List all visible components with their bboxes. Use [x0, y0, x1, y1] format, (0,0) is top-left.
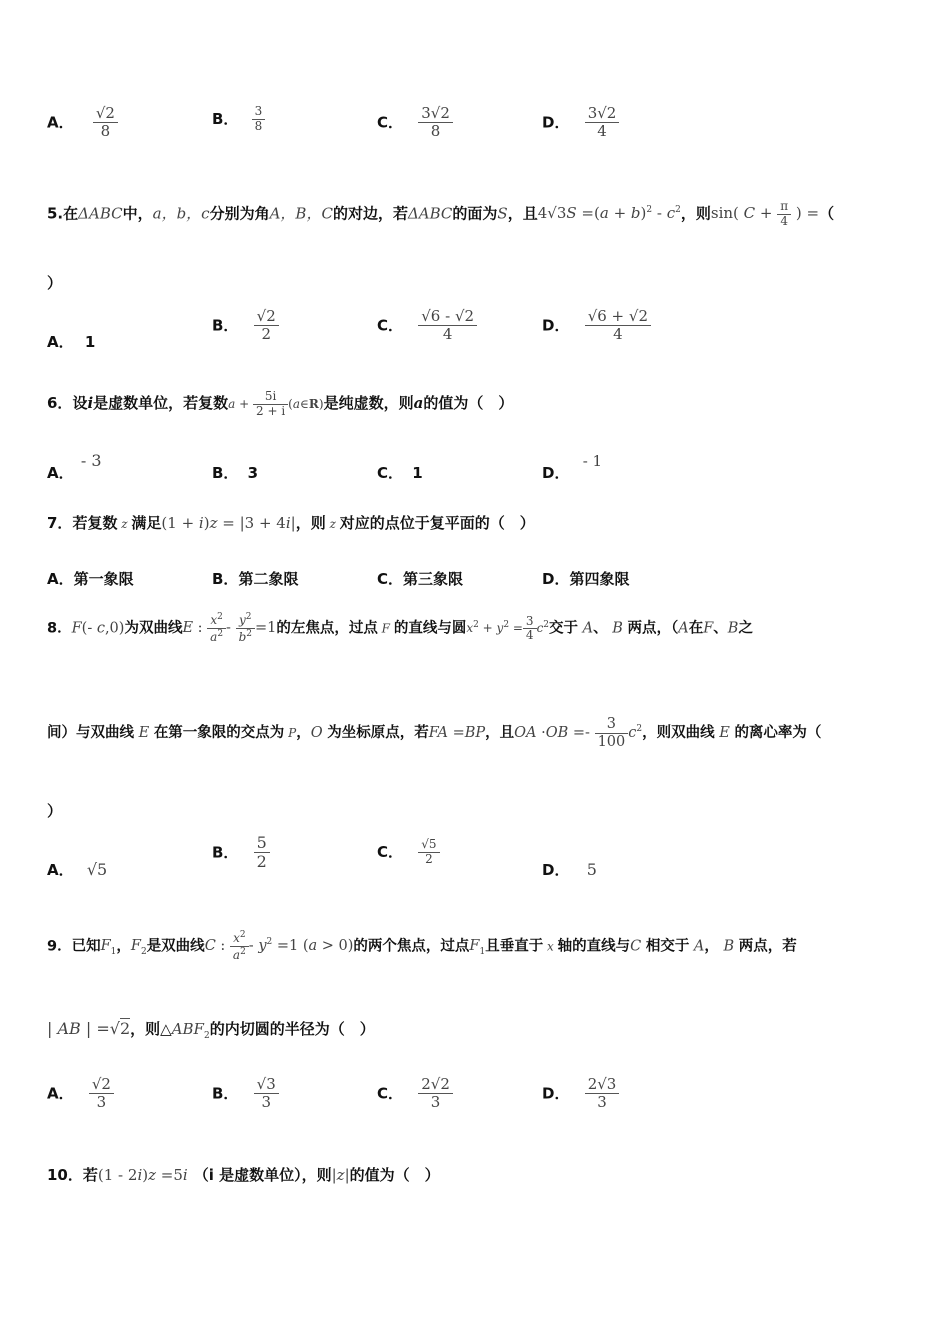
stem-text: 两点，（ [627, 620, 679, 637]
option-label: C． [377, 316, 404, 335]
math-a: a [413, 393, 424, 412]
stem-text: 是双曲线 [146, 938, 205, 955]
option-fraction [418, 838, 439, 867]
q6-stem [47, 390, 905, 419]
stem-text: 若 [82, 1166, 98, 1184]
q4-option-b[interactable] [212, 105, 265, 134]
stem-text: 的左焦点，过点 [276, 620, 378, 637]
stem-text: 间）与双曲线 [47, 725, 134, 742]
q7-option-c[interactable] [377, 568, 463, 589]
question-number: 8． [47, 620, 72, 637]
numerator: 5 [254, 834, 270, 853]
math-O: O [310, 725, 328, 742]
option-text: 1 [84, 333, 96, 351]
denominator: 2 [425, 851, 433, 866]
option-text: 第四象限 [569, 570, 630, 588]
q7-option-b[interactable] [212, 568, 298, 589]
option-label: A． [47, 113, 74, 132]
option-label: D． [542, 570, 570, 588]
q6-option-c[interactable] [377, 462, 423, 483]
option-fraction [89, 1076, 114, 1112]
numerator: 3 [252, 105, 266, 120]
q9-stem-line1 [47, 930, 905, 963]
q5-option-c[interactable] [377, 308, 477, 344]
q4-option-a[interactable] [47, 105, 118, 141]
stem-text: 相交于 [645, 938, 690, 955]
numerator: 3√2 [585, 105, 620, 123]
stem-text: 的直线与圆 [393, 620, 467, 637]
option-text: 3 [247, 464, 259, 482]
denominator: 2 [256, 852, 267, 872]
denominator: 8 [430, 122, 441, 141]
denominator: 2 [261, 325, 271, 344]
q8-stem-line2 [47, 716, 905, 750]
stem-text: 的面为 [452, 204, 498, 223]
option-label: C． [377, 842, 404, 861]
option-text: 1 [412, 464, 423, 482]
q6-option-a[interactable] [47, 450, 102, 482]
question-number: 6． [47, 393, 73, 412]
denominator: 4 [442, 325, 453, 344]
option-label: A． [47, 861, 74, 879]
denominator: 8 [254, 118, 263, 133]
q7-option-a[interactable] [47, 568, 134, 589]
stem-text: 在 [63, 204, 79, 223]
stem-text: 两点，若 [738, 938, 797, 955]
math-dot-product: OA ·OB =- $\frac{3}{100}$ $c^2$ [514, 716, 643, 750]
stem-text: ，且 [507, 204, 538, 223]
question-number: 5. [47, 204, 64, 223]
math-triangle-ABF2: $ABF_2$ [171, 1020, 210, 1041]
numerator: √2 [254, 308, 279, 326]
stem-text: （i 是虚数单位），则 [193, 1166, 332, 1184]
option-label: A． [47, 464, 74, 482]
q4-option-d[interactable] [542, 105, 619, 141]
option-text: 5 [586, 860, 597, 879]
stem-text: （ [819, 204, 835, 223]
option-fraction [418, 308, 477, 344]
stem-text: 的对边，若 [332, 204, 408, 223]
option-fraction [418, 1076, 453, 1112]
option-fraction [585, 1076, 620, 1112]
denominator: 3 [261, 1093, 271, 1112]
math-triangle: ΔABC [407, 204, 453, 223]
numerator: √6 - √2 [418, 308, 477, 326]
q8-option-d[interactable] [542, 859, 597, 880]
numerator: 2√3 [585, 1076, 620, 1094]
option-label: D． [542, 316, 570, 335]
option-label: B． [212, 843, 239, 862]
q9-option-c[interactable] [377, 1076, 453, 1112]
stem-text: ， [296, 725, 311, 742]
numerator: √2 [93, 105, 118, 123]
option-label: A． [47, 1084, 74, 1103]
option-label: D． [542, 861, 570, 879]
math-F1: $F_1$ [469, 938, 486, 958]
stem-text: 、 [593, 620, 608, 637]
q7-stem [47, 512, 905, 533]
option-text: - 3 [80, 451, 102, 470]
math-equation: (1 - 2i)z =5i [97, 1166, 188, 1184]
stem-text: 分别为角 [209, 204, 270, 223]
math-A: A [689, 938, 705, 955]
option-label: B． [212, 570, 239, 588]
math-hyperbola: E : $\frac{x^2}{a^2}$ - $\frac{y^2}{b^2}$ =1 [182, 612, 277, 644]
option-label: C． [377, 570, 404, 588]
stem-text: 之 [738, 620, 753, 637]
math-circle: $x^2 + y^2$ = $\frac{3}{4}$ $c^2$ [466, 613, 550, 643]
stem-text: 是纯虚数，则 [323, 393, 414, 412]
option-label: B． [212, 316, 239, 335]
math-sin-expression: sin( C + $\frac{\pi}{4}$ ) = [710, 199, 820, 228]
math-focus: F(- c,0) [71, 620, 125, 637]
q5-option-b[interactable] [212, 308, 279, 344]
math-C: C [630, 938, 646, 955]
stem-text: 为坐标原点，若 [327, 725, 429, 742]
numerator: √5 [418, 838, 439, 853]
stem-text: ，则 [680, 204, 711, 223]
math-F: F [703, 620, 714, 637]
math-i: i [87, 393, 94, 412]
q6-option-d[interactable] [542, 450, 603, 482]
option-label: A． [47, 333, 74, 351]
math-E: E [714, 725, 735, 742]
q5-stem [47, 200, 905, 229]
math-equation: (1 + i)z = |3 + 4i| [161, 514, 296, 532]
option-fraction [254, 1076, 279, 1112]
stem-text: 的值为（ ） [423, 393, 514, 412]
math-F2: $F_2$ [130, 938, 147, 958]
question-number: 10． [47, 1166, 83, 1184]
math-equation: $4√3S =(a + b)^2 - c^2$ [537, 204, 681, 223]
q8-stem-line1 [47, 612, 905, 645]
q10-stem [47, 1164, 905, 1185]
stem-text: ， [704, 938, 719, 955]
numerator: √3 [254, 1076, 279, 1094]
stem-text: ，且 [485, 725, 515, 742]
option-text: 第三象限 [403, 570, 464, 588]
denominator: 3 [597, 1093, 607, 1112]
q8-option-c[interactable] [377, 838, 440, 867]
stem-text: ，则双曲线 [642, 725, 715, 742]
option-text: 第一象限 [73, 570, 134, 588]
math-triangle: ΔABC [78, 204, 123, 223]
math-area: S [497, 204, 508, 223]
numerator: √2 [89, 1076, 114, 1094]
q4-option-c[interactable] [377, 105, 453, 141]
numerator: 2√2 [418, 1076, 453, 1094]
math-B: B [607, 620, 628, 637]
stem-text: 的内切圆的半径为（ ） [209, 1020, 375, 1038]
option-label: D． [542, 113, 570, 132]
stem-text: 对应的点位于复平面的（ ） [339, 514, 535, 532]
q8-stem-close: ） [47, 802, 63, 820]
stem-text: 满足 [131, 514, 162, 532]
option-label: C． [377, 464, 404, 482]
math-angles: A，B，C [269, 204, 333, 223]
option-text: 第二象限 [238, 570, 299, 588]
stem-text: 在第一象限的交点为 [153, 725, 285, 742]
math-E: E [134, 725, 154, 742]
math-z: z [325, 517, 340, 531]
denominator: 3 [96, 1093, 107, 1112]
q9-option-a[interactable] [47, 1076, 114, 1112]
denominator: 8 [100, 122, 111, 141]
math-AB-abs: | AB | =√2 [47, 1019, 131, 1038]
math-B: B [718, 938, 739, 955]
numerator: 3√2 [418, 105, 453, 123]
math-A: A [578, 620, 594, 637]
stem-text: 轴的直线与 [557, 938, 631, 955]
q5-stem-close: ） [47, 274, 63, 292]
option-fraction [254, 834, 270, 872]
denominator: 4 [613, 325, 623, 344]
stem-text: 的值为（ ） [349, 1166, 440, 1184]
q7-option-d[interactable] [542, 568, 629, 589]
stem-text: 交于 [549, 620, 579, 637]
option-label: C． [377, 1084, 404, 1103]
option-label: D． [542, 464, 570, 482]
option-label: B． [212, 109, 239, 128]
stem-text: 若复数 [72, 514, 118, 532]
stem-text: 中， [122, 204, 153, 223]
math-x: x [543, 939, 558, 954]
q9-stem-line2 [47, 1018, 905, 1041]
stem-text: 且垂直于 [485, 938, 544, 955]
math-z: z [117, 517, 132, 531]
q9-option-b[interactable] [212, 1076, 279, 1112]
stem-text: ，则△ [130, 1020, 172, 1038]
math-P: P [284, 726, 297, 741]
option-fraction [585, 105, 620, 141]
option-fraction [254, 308, 279, 344]
option-label: C． [377, 113, 404, 132]
q8-option-a[interactable] [47, 859, 107, 880]
stem-text: 在 [688, 620, 704, 637]
stem-text: 、 [713, 620, 728, 637]
math-B: B [727, 620, 739, 637]
option-label: B． [212, 464, 239, 482]
option-label: B． [212, 1084, 239, 1103]
stem-text: ， [116, 938, 131, 955]
question-number: 9． [47, 938, 72, 955]
stem-text: 为双曲线 [124, 620, 183, 637]
math-complex-expression: a + $\frac{5i}{2 + i}$ (a∈R) [228, 389, 324, 418]
option-label: A． [47, 570, 74, 588]
option-text: √5 [86, 860, 108, 879]
math-hyperbola: C : $\frac{x^2}{a^2}$ - $y^2 =1$ (a > 0) [204, 930, 354, 962]
math-A: A [678, 620, 689, 637]
q6-option-b[interactable] [212, 462, 258, 483]
stem-text: 是虚数单位，若复数 [93, 393, 229, 412]
math-sides: a，b，c [152, 204, 210, 223]
stem-text: 的两个焦点，过点 [353, 938, 470, 955]
math-F1: $F_1$ [100, 938, 117, 958]
question-number: 7． [47, 514, 73, 532]
math-vector-eq: FA =BP [428, 725, 486, 742]
stem-text: 的离心率为（ [734, 725, 822, 742]
denominator: 4 [597, 122, 607, 141]
math-F: F [377, 621, 394, 636]
option-fraction [93, 105, 118, 141]
option-fraction [585, 308, 651, 344]
math-abs-z: |z| [331, 1166, 350, 1184]
denominator: 3 [430, 1093, 441, 1112]
option-fraction [252, 105, 266, 134]
option-fraction [418, 105, 453, 141]
stem-text: 已知 [71, 938, 101, 955]
option-text: - 1 [582, 452, 603, 470]
stem-text: ，则 [295, 514, 326, 532]
q8-option-b[interactable] [212, 834, 270, 872]
q5-option-a[interactable] [47, 331, 95, 352]
numerator: √6 + √2 [585, 308, 651, 326]
option-label: D． [542, 1084, 570, 1103]
q5-option-d[interactable] [542, 308, 651, 344]
stem-text: 设 [72, 393, 88, 412]
q9-option-d[interactable] [542, 1076, 619, 1112]
